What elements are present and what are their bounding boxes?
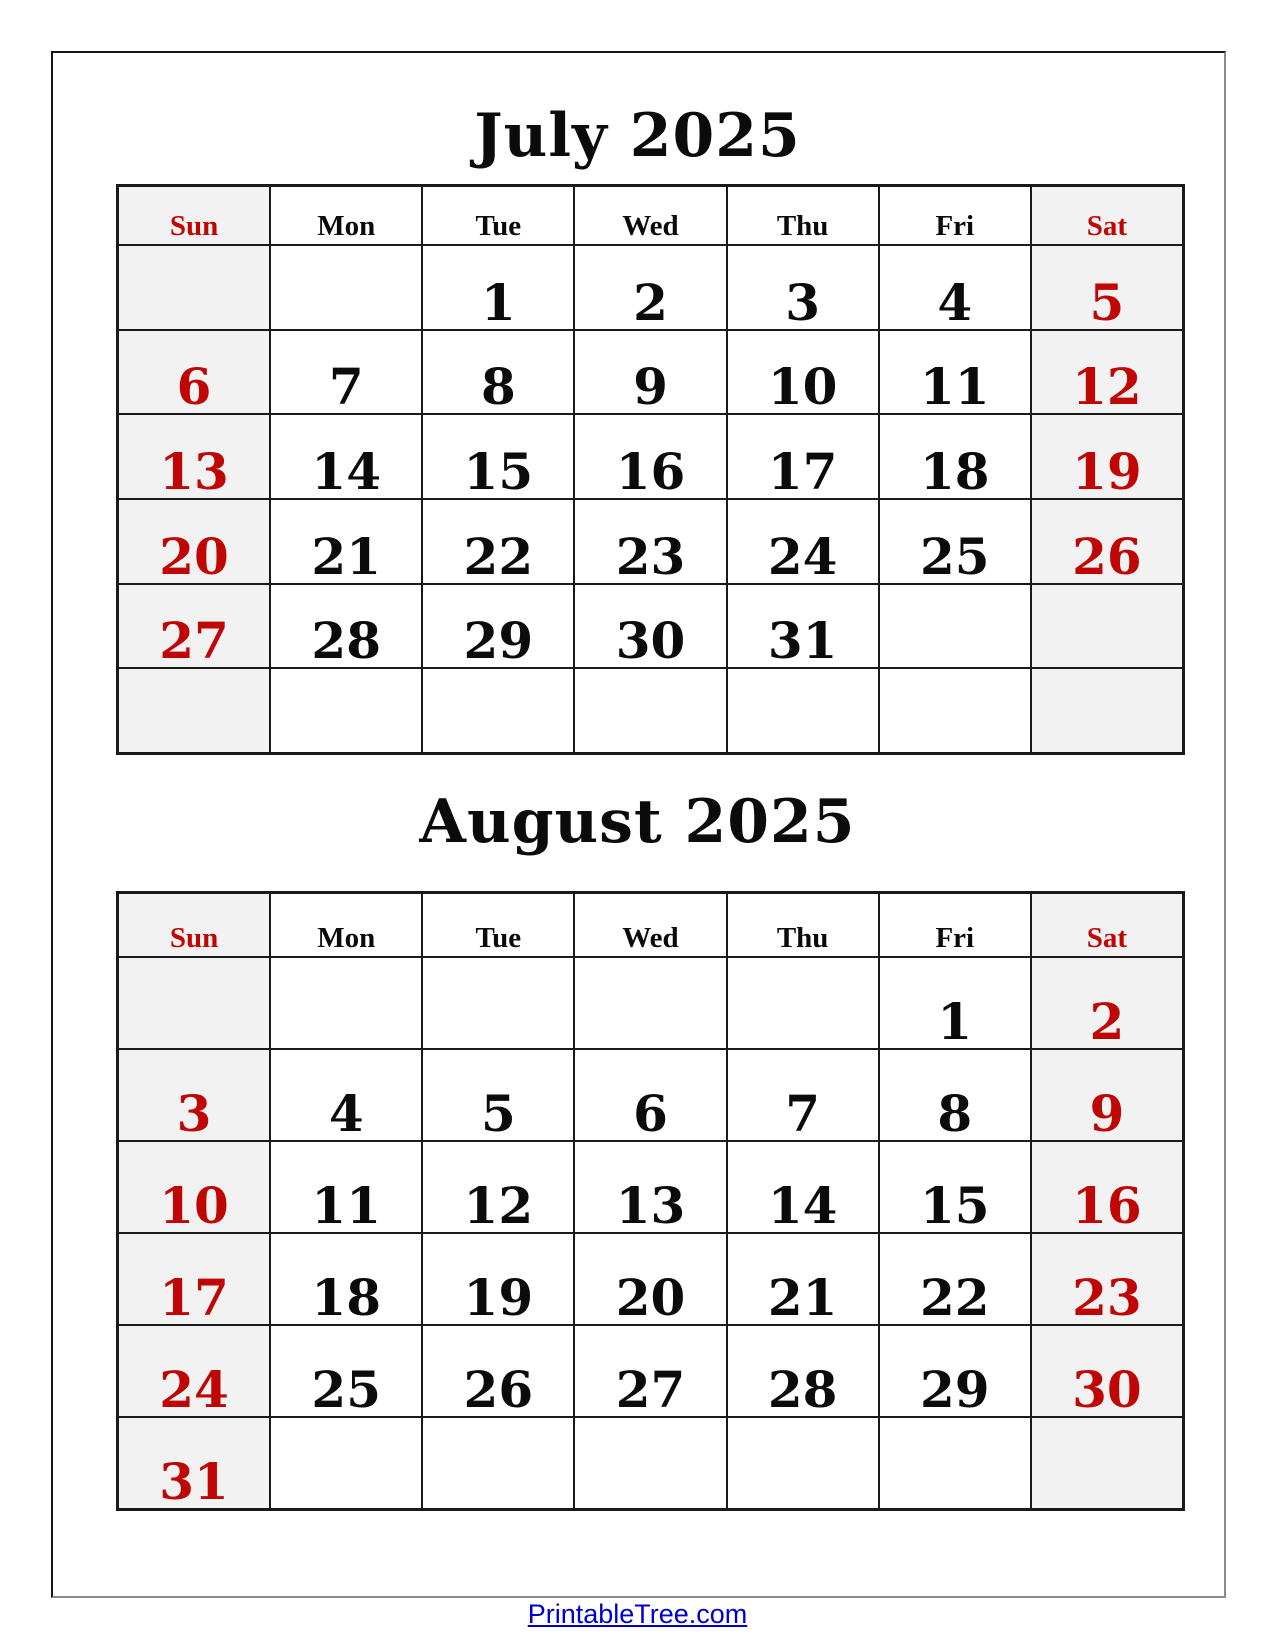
day-cell-30: 30 [574,584,726,669]
day-cell-31: 31 [118,1417,270,1509]
empty-day-cell [422,957,574,1049]
day-cell-6: 6 [118,330,270,415]
empty-day-cell [879,1417,1031,1509]
day-cell-22: 22 [422,499,574,584]
day-cell-18: 18 [270,1233,422,1325]
day-cell-22: 22 [879,1233,1031,1325]
empty-day-cell [727,957,879,1049]
july-month-title: July 2025 [474,101,801,171]
day-cell-15: 15 [422,414,574,499]
day-header-sat: Sat [1031,893,1183,957]
day-cell-3: 3 [118,1049,270,1141]
day-header-sun: Sun [118,893,270,957]
day-cell-14: 14 [270,414,422,499]
empty-day-cell [270,957,422,1049]
day-cell-12: 12 [422,1141,574,1233]
printabletree-link[interactable]: PrintableTree.com [527,1599,748,1629]
empty-day-cell [879,668,1031,753]
day-cell-21: 21 [270,499,422,584]
day-cell-2: 2 [1031,957,1183,1049]
day-header-mon: Mon [270,186,422,245]
day-cell-10: 10 [727,330,879,415]
day-cell-13: 13 [574,1141,726,1233]
day-header-fri: Fri [879,186,1031,245]
footer [0,1599,1275,1629]
day-cell-16: 16 [1031,1141,1183,1233]
day-cell-29: 29 [422,584,574,669]
day-cell-25: 25 [879,499,1031,584]
day-cell-1: 1 [422,245,574,330]
day-cell-24: 24 [727,499,879,584]
empty-day-cell [879,584,1031,669]
empty-day-cell [422,1417,574,1509]
day-cell-14: 14 [727,1141,879,1233]
day-cell-31: 31 [727,584,879,669]
august-month-title: August 2025 [419,787,856,857]
day-cell-28: 28 [270,584,422,669]
august-calendar-grid [116,891,1185,1511]
day-cell-21: 21 [727,1233,879,1325]
day-cell-26: 26 [422,1325,574,1417]
day-cell-26: 26 [1031,499,1183,584]
day-cell-19: 19 [422,1233,574,1325]
empty-day-cell [118,668,270,753]
empty-day-cell [270,668,422,753]
day-cell-7: 7 [727,1049,879,1141]
day-cell-13: 13 [118,414,270,499]
empty-day-cell [422,668,574,753]
day-cell-17: 17 [727,414,879,499]
empty-day-cell [574,957,726,1049]
day-cell-9: 9 [574,330,726,415]
day-header-mon: Mon [270,893,422,957]
day-header-thu: Thu [727,893,879,957]
empty-day-cell [574,668,726,753]
day-header-wed: Wed [574,893,726,957]
day-cell-15: 15 [879,1141,1031,1233]
day-cell-8: 8 [422,330,574,415]
empty-day-cell [1031,1417,1183,1509]
day-cell-7: 7 [270,330,422,415]
day-header-sat: Sat [1031,186,1183,245]
day-cell-16: 16 [574,414,726,499]
day-cell-3: 3 [727,245,879,330]
empty-day-cell [270,245,422,330]
day-cell-24: 24 [118,1325,270,1417]
day-cell-11: 11 [879,330,1031,415]
day-header-wed: Wed [574,186,726,245]
day-header-thu: Thu [727,186,879,245]
empty-day-cell [1031,668,1183,753]
day-cell-4: 4 [270,1049,422,1141]
day-cell-30: 30 [1031,1325,1183,1417]
day-header-tue: Tue [422,893,574,957]
day-header-sun: Sun [118,186,270,245]
day-cell-12: 12 [1031,330,1183,415]
day-cell-4: 4 [879,245,1031,330]
day-cell-11: 11 [270,1141,422,1233]
day-cell-25: 25 [270,1325,422,1417]
empty-day-cell [1031,584,1183,669]
day-cell-27: 27 [118,584,270,669]
empty-day-cell [118,245,270,330]
day-cell-28: 28 [727,1325,879,1417]
day-cell-1: 1 [879,957,1031,1049]
empty-day-cell [574,1417,726,1509]
day-cell-20: 20 [118,499,270,584]
empty-day-cell [270,1417,422,1509]
day-cell-23: 23 [1031,1233,1183,1325]
day-cell-6: 6 [574,1049,726,1141]
day-cell-2: 2 [574,245,726,330]
day-header-tue: Tue [422,186,574,245]
day-cell-23: 23 [574,499,726,584]
day-cell-5: 5 [1031,245,1183,330]
empty-day-cell [727,668,879,753]
day-cell-27: 27 [574,1325,726,1417]
day-cell-18: 18 [879,414,1031,499]
day-cell-20: 20 [574,1233,726,1325]
day-header-fri: Fri [879,893,1031,957]
day-cell-17: 17 [118,1233,270,1325]
day-cell-10: 10 [118,1141,270,1233]
day-cell-5: 5 [422,1049,574,1141]
empty-day-cell [118,957,270,1049]
empty-day-cell [727,1417,879,1509]
day-cell-29: 29 [879,1325,1031,1417]
july-calendar-grid [116,184,1185,755]
day-cell-9: 9 [1031,1049,1183,1141]
day-cell-19: 19 [1031,414,1183,499]
day-cell-8: 8 [879,1049,1031,1141]
